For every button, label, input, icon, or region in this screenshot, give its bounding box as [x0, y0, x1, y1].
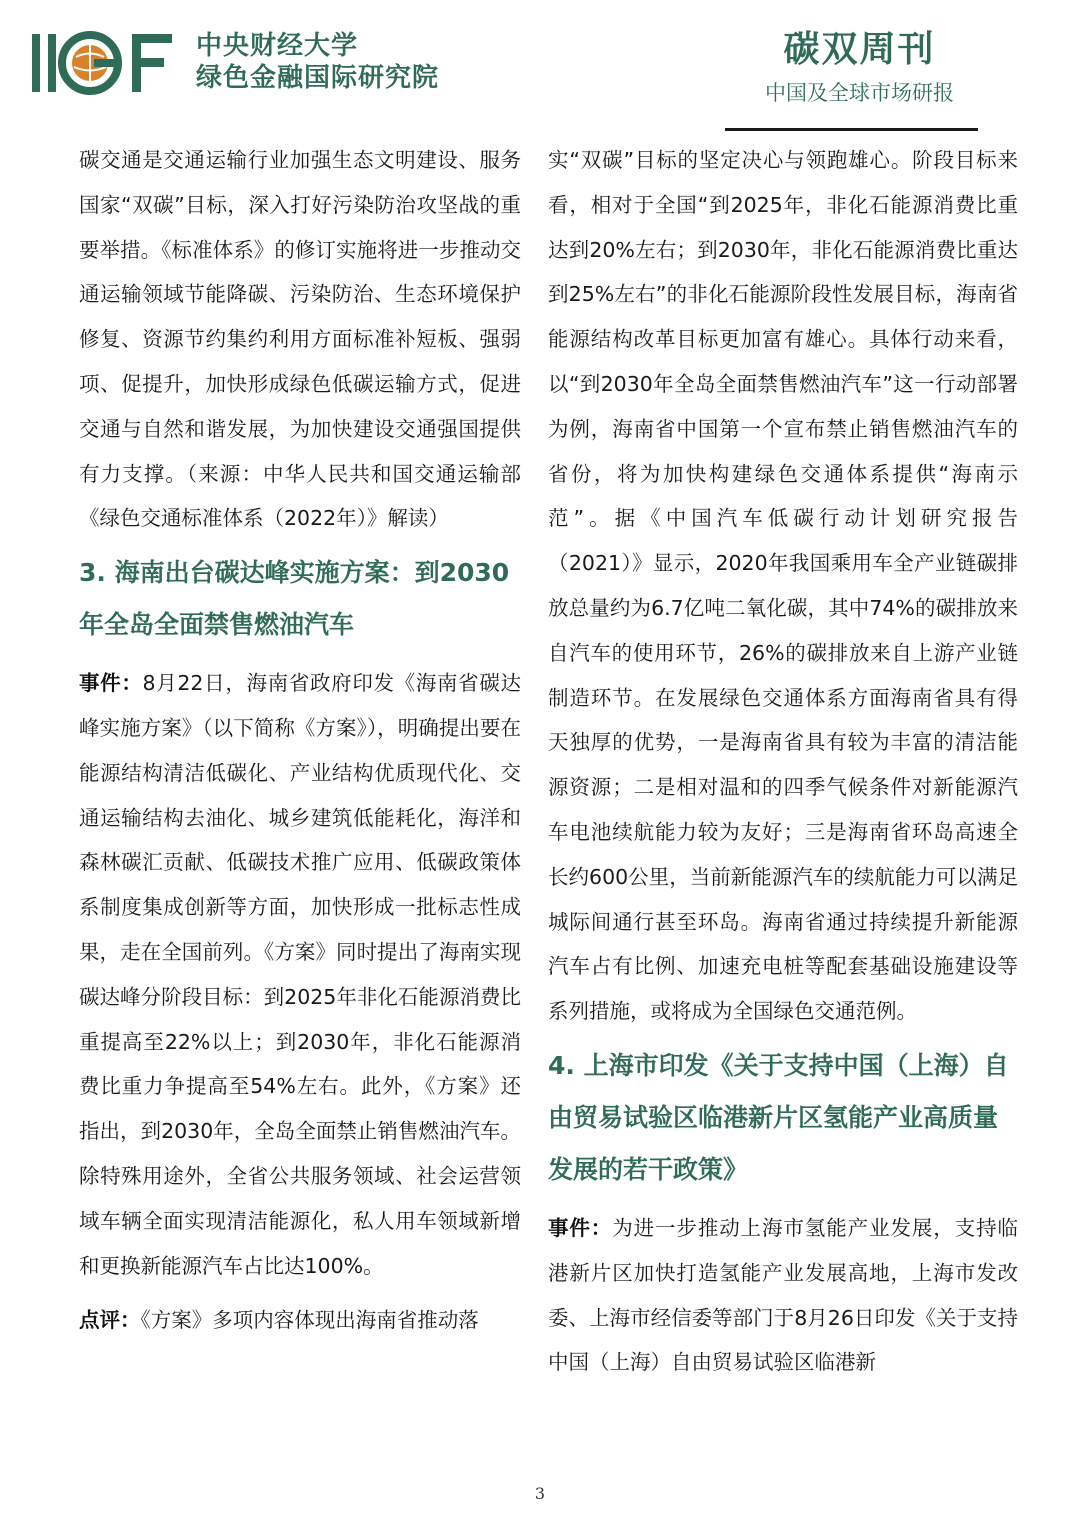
org-name-line2: 绿色金融国际研究院	[196, 63, 440, 93]
event-text: 8月22日，海南省政府印发《海南省碳达峰实施方案》（以下简称《方案》），明确提出要在能源结构清洁低碳化、产业结构优质现代化、交通运输结构去油化、城乡建筑低能耗化，海洋和森林碳汇贡献、低碳技术推广应用、低碳政策体系制度集成创新等方面，加快形成一批标志性成果，走在全国前列。《方案》同时提出了海南实现碳达峰分阶段目标：到2025年非化石能源消费比重提高至22%以上；到2030年，非化石能源消费比重力争提高至54%左右。此外，《方案》还指出，到2030年，全岛全面禁止销售燃油汽车。除特殊用途外，全省公共服务领域、社会运营领域车辆全面实现清洁能源化，私人用车领域新增和更换新能源汽车占比达100%。	[79, 671, 521, 1278]
page-number: 3	[534, 1484, 546, 1503]
right-column	[548, 138, 1018, 1385]
event-label: 事件：	[548, 1215, 613, 1240]
section-3-event	[79, 661, 521, 1288]
org-name-line1: 中央财经大学	[196, 31, 359, 61]
left-column	[79, 138, 521, 1343]
section-3-heading: 3. 海南出台碳达峰实施方案：到2030年全岛全面禁售燃油汽车	[79, 558, 510, 640]
section-3-comment	[79, 1298, 521, 1343]
comment-continued: 实“双碳”目标的坚定决心与领跑雄心。阶段目标来看，相对于全国“到2025年，非化石能源消费比重达到20%左右；到2030年，非化石能源消费比重达到25%左右”的非化石能源阶段性发展目标，海南省能源结构改革目标更加富有雄心。具体行动来看，以“到2030年全岛全面禁售燃油汽车”这一行动部署为例，海南省中国第一个宣布禁止销售燃油汽车的省份，将为加快构建绿色交通体系提供“海南示范”。据《中国汽车低碳行动计划研究报告（2021）》显示，2020年我国乘用车全产业链碳排放总量约为6.7亿吨二氧化碳，其中74%的碳排放来自汽车的使用环节，26%的碳排放来自上游产业链制造环节。在发展绿色交通体系方面海南省具有得天独厚的优势，一是海南省具有较为丰富的清洁能源资源；二是相对温和的四季气候条件对新能源汽车电池续航能力较为友好；三是海南省环岛高速全长约600公里，当前新能源汽车的续航能力可以满足城际间通行甚至环岛。海南省通过持续提升新能源汽车占有比例、加速充电桩等配套基础设施建设等系列措施，或将成为全国绿色交通范例。	[548, 148, 1018, 1024]
iigf-logo-icon	[32, 30, 182, 96]
header-divider	[725, 128, 978, 131]
section-4-heading: 4. 上海市印发《关于支持中国（上海）自由贸易试验区临港新片区氢能产业高质量发展的若干政策》	[548, 1050, 1009, 1184]
comment-text: 《方案》多项内容体现出海南省推动落	[140, 1308, 479, 1333]
publication-title: 碳双周刊	[783, 29, 936, 70]
comment-label: 点评：	[79, 1308, 141, 1333]
publication-subtitle: 中国及全球市场研报	[765, 81, 954, 105]
organization-name	[196, 30, 439, 94]
event-text: 为进一步推动上海市氢能产业发展，支持临港新片区加快打造氢能产业发展高地，上海市发改委、上海市经信委等部门于8月26日印发《关于支持中国（上海）自由贸易试验区临港新	[548, 1215, 1019, 1375]
event-label: 事件：	[79, 671, 143, 696]
section-4-event	[548, 1206, 1018, 1385]
publication-block	[765, 26, 954, 108]
page-header	[0, 0, 1080, 140]
intro-paragraph: 碳交通是交通运输行业加强生态文明建设、服务国家“双碳”目标，深入打好污染防治攻坚战的重要举措。《标准体系》的修订实施将进一步推动交通运输领域节能降碳、污染防治、生态环境保护修复、资源节约集约利用方面标准补短板、强弱项、促提升，加快形成绿色低碳运输方式，促进交通与自然和谐发展，为加快建设交通强国提供有力支撑。（来源：中华人民共和国交通运输部 《绿色交通标准体系（2022年）》解读）	[79, 148, 521, 531]
